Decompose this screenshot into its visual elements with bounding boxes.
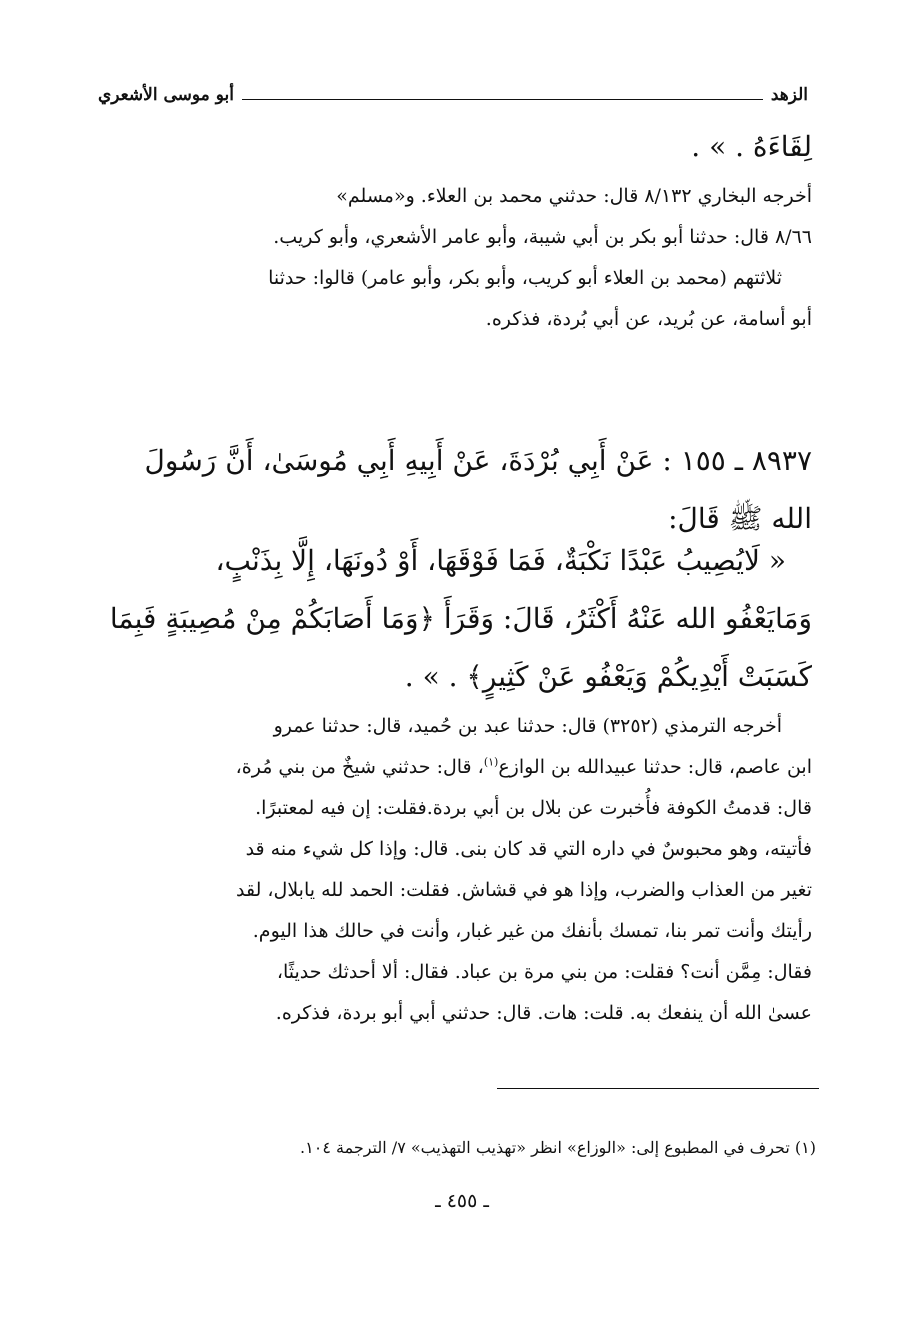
footnote-separator bbox=[497, 1088, 819, 1089]
running-header bbox=[98, 70, 808, 104]
source-paragraph-2 bbox=[96, 706, 812, 1034]
text-line: وَمَايَعْفُو الله عَنْهُ أَكْثَرُ، قَالَ: وَقَرَأَ ﴿وَمَا أَصَابَكُمْ مِنْ مُصِيبَةٍ فَبِمَا bbox=[109, 602, 812, 635]
text-line: فقال: مِمَّن أنت؟ فقلت: من بني مرة بن عباد. فقال: ألا أحدثك حديثًا، bbox=[276, 961, 812, 983]
text-line: عسىٰ الله أن ينفعك به. قلت: هات. قال: حدثني أبي أبو بردة، فذكره. bbox=[275, 1002, 812, 1024]
text-line: فأتيته، وهو محبوسٌ في داره التي قد كان بنى. قال: وإذا كل شيء منه قد bbox=[245, 838, 812, 860]
footnote: (١) تحرف في المطبوع إلى: «الوزاع» انظر «تهذيب التهذيب» ٧/ الترجمة ١٠٤. bbox=[300, 1138, 816, 1157]
hadith-text bbox=[96, 532, 812, 706]
text-line: لِقَاءَهُ . » . bbox=[691, 130, 812, 163]
text-line: أخرجه البخاري ٨/١٣٢ قال: حدثني محمد بن العلاء. و«مسلم» bbox=[336, 185, 812, 207]
header-right-title: الزهد bbox=[770, 85, 808, 105]
text-line: كَسَبَتْ أَيْدِيكُمْ وَيَعْفُو عَنْ كَثِيرٍ﴾ . » . bbox=[404, 660, 812, 693]
text-line: « لَايُصِيبُ عَبْدًا نَكْبَةٌ، فَمَا فَوْقَهَا، أَوْ دُونَهَا، إِلَّا بِذَنْبٍ، bbox=[215, 544, 786, 577]
text-line: أبو أسامة، عن بُريد، عن أبي بُردة، فذكره. bbox=[485, 308, 812, 330]
hadith-heading bbox=[96, 432, 812, 548]
footnote-reference: (١) bbox=[483, 755, 499, 769]
source-paragraph-1 bbox=[96, 176, 812, 340]
header-rule bbox=[242, 99, 763, 100]
header-left-title: أبو موسى الأشعري bbox=[98, 85, 234, 105]
text-segment: ، قال: حدثني شيخٌ من بني مُرة، bbox=[235, 756, 484, 778]
text-line: رأيتك وأنت تمر بنا، تمسك بأنفك من غير غبار، وأنت في حالك هذا اليوم. bbox=[252, 920, 812, 942]
text-segment: ابن عاصم، قال: حدثنا عبيدالله بن الوازع bbox=[498, 756, 812, 778]
text-line: ثلاثتهم (محمد بن العلاء أبو كريب، وأبو بكر، وأبو عامر) قالوا: حدثنا bbox=[268, 267, 782, 289]
text-line: قال: قدمتُ الكوفة فأُخبرت عن بلال بن أبي بردة.فقلت: إن فيه لمعتبرًا. bbox=[255, 797, 812, 819]
text-line: الله ﷺ قَالَ: bbox=[668, 502, 812, 535]
text-line: تغير من العذاب والضرب، وإذا هو في قشاش. فقلت: الحمد لله يابلال، لقد bbox=[236, 879, 812, 901]
previous-hadith-ending bbox=[96, 118, 812, 176]
page-number: ـ ٤٥٥ ـ bbox=[435, 1190, 489, 1212]
text-line bbox=[96, 747, 812, 788]
text-line: ٨/٦٦ قال: حدثنا أبو بكر بن أبي شيبة، وأبو عامر الأشعري، وأبو كريب. bbox=[273, 226, 812, 248]
text-line: أخرجه الترمذي (٣٢٥٢) قال: حدثنا عبد بن حُميد، قال: حدثنا عمرو bbox=[273, 715, 782, 737]
hadith-number-line: ٨٩٣٧ ـ ١٥٥ : عَنْ أَبِي بُرْدَةَ، عَنْ أَبِيهِ أَبِي مُوسَىٰ، أَنَّ رَسُولَ bbox=[144, 444, 812, 477]
